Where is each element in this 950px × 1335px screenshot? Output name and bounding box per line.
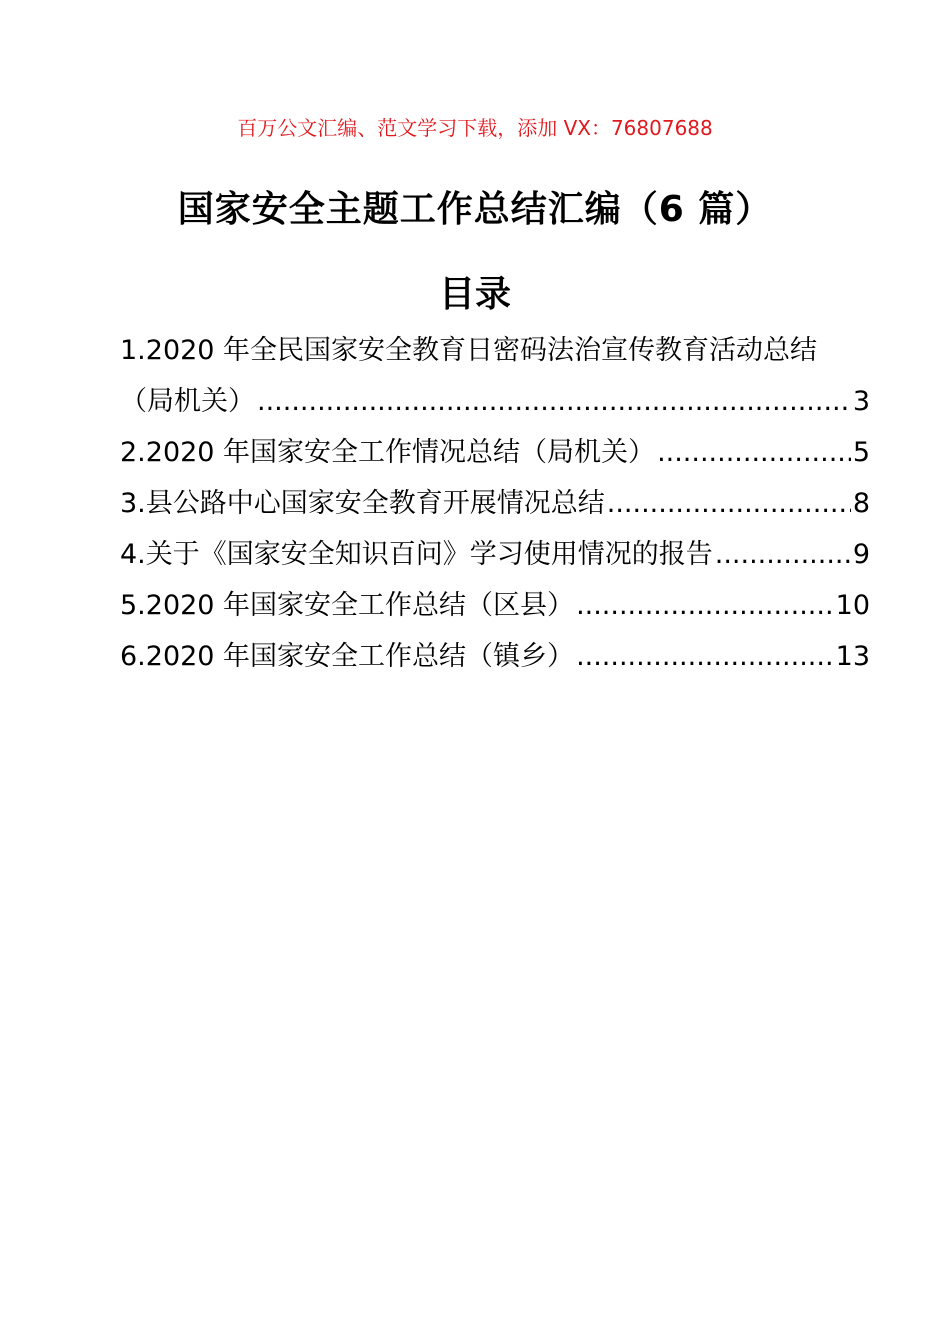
toc-entry-2[interactable] [120,427,870,478]
table-of-contents [120,325,870,682]
toc-entry-title: 1.2020 年全民国家安全教育日密码法治宣传教育活动总结 [120,335,818,366]
toc-entry-title: 5.2020 年国家安全工作总结（区县） [120,590,575,621]
toc-page-number: 13 [835,641,870,672]
toc-page-number: 10 [835,590,870,621]
toc-entry-title: 3.县公路中心国家安全教育开展情况总结 [120,488,605,519]
dot-leader [657,427,851,478]
toc-page-number: 8 [852,488,870,519]
toc-entry-1-line1[interactable] [120,325,870,376]
dot-leader [715,529,851,580]
header-watermark-note: 百万公文汇编、范文学习下载，添加 VX：76807688 [237,116,713,140]
toc-entry-title: 4.关于《国家安全知识百问》学习使用情况的报告 [120,539,713,570]
dot-leader [257,376,851,427]
toc-entry-title: 6.2020 年国家安全工作总结（镇乡） [120,641,575,672]
toc-page-number: 3 [852,386,870,417]
toc-page-number: 5 [852,437,870,468]
dot-leader [607,478,851,529]
toc-entry-title-continued: （局机关） [120,386,255,417]
toc-heading: 目录 [438,274,511,315]
dot-leader [576,631,834,682]
toc-entry-6[interactable] [120,631,870,682]
toc-entry-5[interactable] [120,580,870,631]
toc-entry-title: 2.2020 年国家安全工作情况总结（局机关） [120,437,656,468]
toc-page-number: 9 [852,539,870,570]
document-title: 国家安全主题工作总结汇编（6 篇） [177,189,773,230]
toc-entry-4[interactable] [120,529,870,580]
toc-entry-1-line2[interactable] [120,376,870,427]
toc-entry-3[interactable] [120,478,870,529]
dot-leader [576,580,834,631]
